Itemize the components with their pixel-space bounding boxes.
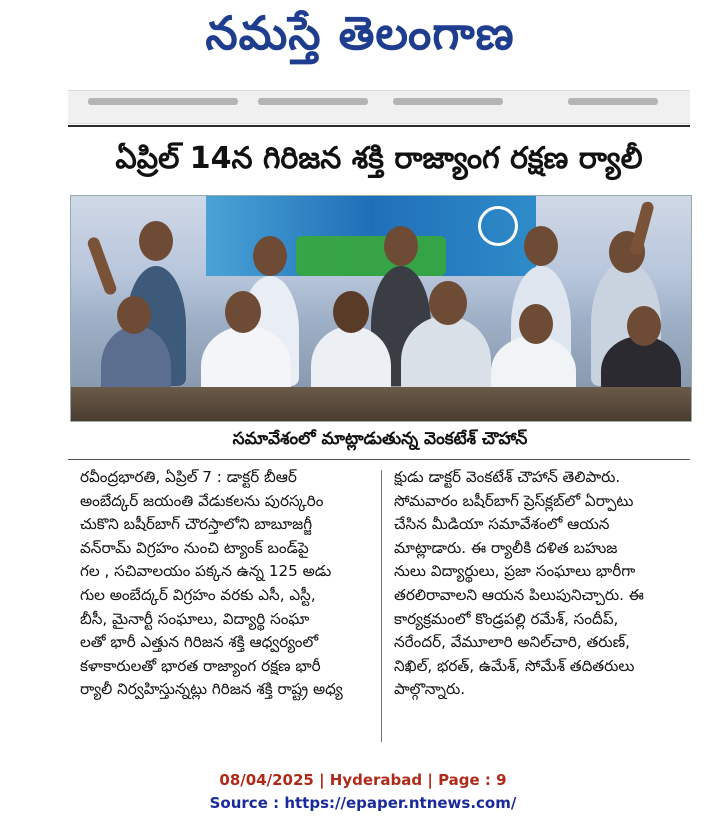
article-left-column (80, 466, 380, 702)
article-line: క్షుడు డాక్టర్ వెంకటేశ్ చౌహాన్ తెలిపారు. (394, 468, 621, 486)
article-line: రవీంద్రభారతి, ఏప్రిల్ 7 : డాక్టర్ బీఆర్ (80, 468, 297, 486)
article-line: బీసీ, మైనార్టీ సంఘాలు, విద్యార్థి సంఘా (80, 609, 310, 628)
headline-rule (68, 125, 690, 127)
photo-caption: సమావేశంలో మాట్లాడుతున్న వెంకటేశ్ చౌహాన్ (232, 429, 528, 449)
headline: ఏప్రిల్ 14న గిరిజన శక్తి రాజ్యాంగ రక్షణ ర్యాలీ (115, 141, 643, 176)
ashoka-chakra-icon (478, 206, 518, 246)
article-line: కళాకారులతో భారత రాజ్యాంగ రక్షణ భారీ (80, 656, 321, 675)
article-line: చేసిన మీడియా సమావేశంలో ఆయన (394, 515, 610, 534)
article-line: వన్‌రామ్ విగ్రహం నుంచి ట్యాంక్ బండ్‌పై (80, 538, 309, 557)
masthead (150, 4, 570, 74)
article-line: సోమవారం బషీర్‌బాగ్ ప్రెస్‌క్లబ్‌లో ఏర్పాటు (394, 491, 634, 510)
article-line: ర్యాలీ నిర్వహిస్తున్నట్లు గిరిజన శక్తి రాష్ట్ర అధ్య (80, 680, 343, 699)
faded-text-fragment (258, 98, 368, 105)
faded-text-fragment (88, 98, 238, 105)
column-divider (381, 470, 382, 742)
banner-green-panel (296, 236, 446, 276)
footer-date-line: 08/04/2025 | Hyderabad | Page : 9 (219, 771, 507, 789)
article-line: గల , సచివాలయం పక్కన ఉన్న 125 అడు (80, 562, 332, 581)
article-line: కార్యక్రమంలో కొండ్రపల్లి రమేశ్, సందీప్, (394, 609, 619, 628)
article-line: నులు విద్యార్థులు, ప్రజా సంఘాలు భారీగా (394, 562, 636, 581)
caption-rule (68, 459, 690, 460)
faded-text-fragment (568, 98, 658, 105)
faded-text-fragment (393, 98, 503, 105)
article-line: నరేందర్, వేమూలారి అనిల్‌చారి, తరుణ్, (394, 633, 630, 652)
article-line: నిఖిల్, భరత్, ఉమేశ్, సోమేశ్ తదితరులు (394, 656, 635, 675)
article-line: చుకొని బషీర్‌బాగ్ చౌరస్తాలోని బాబూజగ్జీ (80, 515, 313, 534)
article-line: పాల్గొన్నారు. (394, 680, 466, 699)
article-line: మాట్లాడారు. ఈ ర్యాలీకి దళిత బహుజ (394, 538, 618, 557)
article-line: గుల అంబేద్కర్ విగ్రహం వరకు ఎసీ, ఎస్టీ, (80, 585, 316, 604)
footer-source-line: Source : https://epaper.ntnews.com/ (209, 794, 517, 812)
news-photo (70, 195, 692, 422)
article-line: లతో భారీ ఎత్తున గిరిజన శక్తి ఆధ్వర్యంలో (80, 633, 319, 652)
article-right-column (394, 466, 694, 702)
article-line: తరలిరావాలని ఆయన పిలుపునిచ్చారు. ఈ (394, 585, 644, 604)
press-table (71, 387, 691, 421)
top-strip (68, 90, 690, 124)
masthead-title: నమస్తే తెలంగాణ (205, 6, 515, 60)
article-line: అంబేద్కర్ జయంతి వేడుకలను పురస్కరిం (80, 491, 324, 510)
